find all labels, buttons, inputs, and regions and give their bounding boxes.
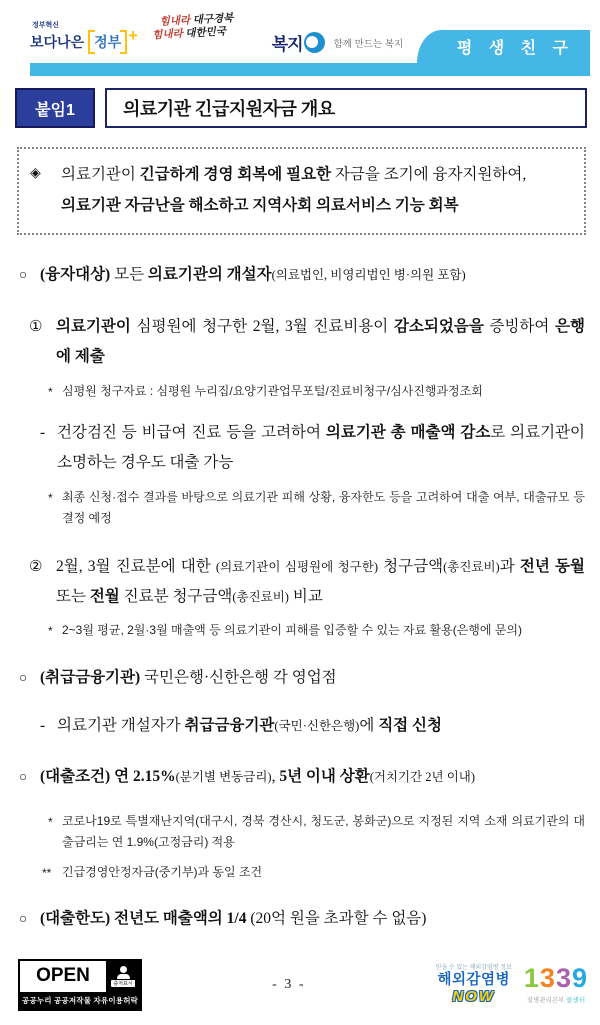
text-segment: 전월 xyxy=(89,588,120,606)
body-line xyxy=(0,552,585,612)
text-segment: (총진료비) xyxy=(443,559,500,574)
line-marker: ** xyxy=(42,865,52,880)
text-segment: 감소되었음을 xyxy=(393,318,484,336)
text-segment: 을 해소하고 xyxy=(169,197,253,214)
summary-box xyxy=(17,147,586,235)
header-divider-bar xyxy=(30,63,590,76)
text-segment: 은행에 제출 xyxy=(56,318,585,366)
line-marker: ② xyxy=(29,558,43,575)
now-logo-line1: 해외감염병 xyxy=(437,972,511,989)
gov-logo-title xyxy=(30,26,139,54)
gov-logo-brackets xyxy=(88,30,127,54)
line-marker: ◈ xyxy=(30,166,41,181)
text-segment: 건강검진 등 비급여 진료 등을 고려하여 xyxy=(57,424,326,442)
text-segment: 심평원 청구자료 : 심평원 누리집/요양기관업무포털/진료비청구/심사진행과정조회 xyxy=(62,383,483,398)
text-segment: 2~3월 평균, 2월·3월 매출액 등 의료기관이 피해를 입증할 수 있는 자료 활용(은행에 문의) xyxy=(62,623,522,638)
line-marker: ○ xyxy=(19,669,28,685)
digit: 1 xyxy=(523,963,540,994)
body-line xyxy=(0,904,585,934)
text-segment: 또는 xyxy=(56,588,90,606)
text-segment: 의료기관 자금난 xyxy=(61,197,170,214)
page-number: - 3 - xyxy=(272,976,306,992)
text-segment: 심평원에 청구한 2월, 3월 진료비용이 xyxy=(130,318,394,336)
text-segment: 의료기관의 개설자 xyxy=(147,266,272,283)
bokjiro-logo xyxy=(272,30,403,55)
kogl-open-logo xyxy=(18,959,142,1011)
now-logo-tagline: 믿을 수 있는 해외감염병 정보 xyxy=(435,965,512,972)
body-line xyxy=(0,711,585,741)
kogl-caption: 공공누리 공공저작물 자유이용허락 xyxy=(20,992,140,1009)
text-segment: (의료기관이 심평원에 청구한) xyxy=(215,559,378,574)
text-segment: 취급금융기관 xyxy=(184,717,275,735)
line-marker: ○ xyxy=(19,769,28,785)
source-mark-box xyxy=(106,961,140,992)
campaign-line-1: 힘내라 대구경북 xyxy=(159,13,234,28)
line-marker: * xyxy=(48,490,53,505)
text-segment: 지역사회 의료서비스 기능 회복 xyxy=(252,197,459,214)
line-marker: * xyxy=(48,814,53,829)
text-segment: 의료기관이 xyxy=(56,318,131,336)
page-header xyxy=(0,0,600,76)
text-segment: (취급금융기관) xyxy=(40,668,141,686)
text-segment: 의료기관이 xyxy=(61,166,140,183)
text-segment: 자금을 조기에 융자지원하여, xyxy=(331,166,527,183)
ribbon-curve-shape xyxy=(417,30,449,63)
text-segment: 청구금액 xyxy=(378,557,444,575)
text-segment: 과 xyxy=(499,557,520,575)
text-segment: 긴급경영안정자금(중기부)과 동일 조건 xyxy=(62,864,263,879)
line-marker: ○ xyxy=(19,267,28,282)
call-center-digits xyxy=(524,965,588,992)
line-marker: - xyxy=(40,717,46,735)
overseas-disease-now-logo xyxy=(436,965,512,1004)
text-segment: 모든 xyxy=(110,266,148,283)
summary-lines xyxy=(23,159,576,221)
text-segment: 전년 동월 xyxy=(519,557,585,575)
campaign-slogan-logo xyxy=(152,12,234,42)
now-logo-line2: NOW xyxy=(452,987,496,1005)
line-marker: - xyxy=(40,424,46,442)
kogl-open-top xyxy=(20,961,140,992)
body-lines xyxy=(0,260,585,935)
gov-innovation-logo xyxy=(30,20,138,54)
text-segment: (의료법인, 비영리법인 병·의원 포함) xyxy=(271,268,466,282)
text-segment: (융자대상) xyxy=(40,266,111,283)
body-line xyxy=(0,487,585,530)
text-segment: 국민은행·신한은행 각 영업점 xyxy=(140,668,337,686)
call-center-label: 질병관리본부 콜센터 xyxy=(526,997,586,1005)
body-line xyxy=(0,418,585,478)
text-segment: (대출조건) xyxy=(40,768,111,786)
text-segment: 증빙하여 xyxy=(483,318,556,336)
summary-line xyxy=(23,190,576,221)
line-marker: ① xyxy=(29,319,43,336)
line-marker: ○ xyxy=(19,911,28,927)
source-mark-label: 출처표시 xyxy=(113,980,133,987)
ribbon-label: 평 생 친 구 xyxy=(456,40,574,57)
bokjiro-swirl-icon xyxy=(304,32,325,53)
body-line xyxy=(0,762,585,792)
text-segment: (분기별 변동금리) xyxy=(175,770,272,785)
bokjiro-tagline: 함께 만드는 복지 xyxy=(333,38,404,50)
body-content xyxy=(0,235,600,953)
campaign-line-2: 힘내라 대한민국 xyxy=(152,26,227,42)
text-segment: 전년도 매출액의 1/4 xyxy=(114,910,247,928)
body-line xyxy=(0,620,585,642)
text-segment: (거치기간 2년 이내) xyxy=(369,770,476,785)
text-segment: 에 xyxy=(359,717,379,735)
title-row xyxy=(15,88,587,128)
footer-logos xyxy=(436,965,588,1004)
digit: 3 xyxy=(539,963,556,994)
line-marker: * xyxy=(48,624,53,639)
text-segment: , xyxy=(271,768,280,786)
gov-logo-subtitle: 정부혁신 xyxy=(32,22,60,29)
text-segment: 로 의료기관이 소명하는 경우도 대출 가능 xyxy=(57,424,586,472)
lifetime-friend-ribbon xyxy=(449,30,590,63)
text-segment: 연 2.15% xyxy=(114,768,176,786)
body-line xyxy=(0,811,585,854)
open-logo-text: OPEN xyxy=(36,965,90,987)
text-segment: 비교 xyxy=(288,588,323,606)
digit: 9 xyxy=(571,963,588,994)
text-segment: (대출한도) xyxy=(40,910,111,928)
line-marker: * xyxy=(48,384,53,399)
plus-icon: + xyxy=(128,26,139,45)
body-line xyxy=(0,312,585,372)
page-footer xyxy=(0,953,600,1025)
body-line xyxy=(0,260,585,290)
gov-logo-text-left: 보다나은 xyxy=(30,34,85,50)
call-center-1339-logo xyxy=(524,965,588,1004)
text-segment: 5년 이내 상환 xyxy=(279,768,370,786)
page-title: 의료기관 긴급지원자금 개요 xyxy=(105,88,587,128)
text-segment: 의료기관 개설자가 xyxy=(57,717,185,735)
text-segment: (20억 원을 초과할 수 없음) xyxy=(246,910,427,928)
text-segment: 코로나19로 특별재난지역(대구시, 경북 경산시, 청도군, 봉화군)으로 지정된 지역 소재 의료기관의 대출금리는 연 1.9%(고정금리) 적용 xyxy=(62,813,585,850)
attachment-badge: 붙임1 xyxy=(15,88,95,128)
text-segment: 의료기관 총 매출액 감소 xyxy=(325,424,491,442)
summary-line xyxy=(23,159,576,190)
person-icon xyxy=(120,966,127,973)
bokjiro-logo-text: 복지 xyxy=(271,35,303,54)
text-segment: (총진료비) xyxy=(232,590,289,605)
text-segment: 직접 신청 xyxy=(378,717,442,735)
text-segment: 긴급하게 경영 회복에 필요한 xyxy=(139,166,332,183)
body-line xyxy=(0,663,585,693)
text-segment: 최종 신청·접수 결과를 바탕으로 의료기관 피해 상황, 융자한도 등을 고려하여 대출 여부, 대출규모 등 결정 예정 xyxy=(62,489,585,526)
text-segment: 진료분 청구금액 xyxy=(119,588,233,606)
text-segment: 2월, 3월 진료분에 대한 xyxy=(56,557,216,575)
text-segment: (국민·신한은행) xyxy=(274,719,360,734)
digit: 3 xyxy=(555,963,572,994)
gov-logo-text-right: 정부 xyxy=(94,34,122,50)
body-line xyxy=(0,862,585,884)
body-line xyxy=(0,381,585,403)
